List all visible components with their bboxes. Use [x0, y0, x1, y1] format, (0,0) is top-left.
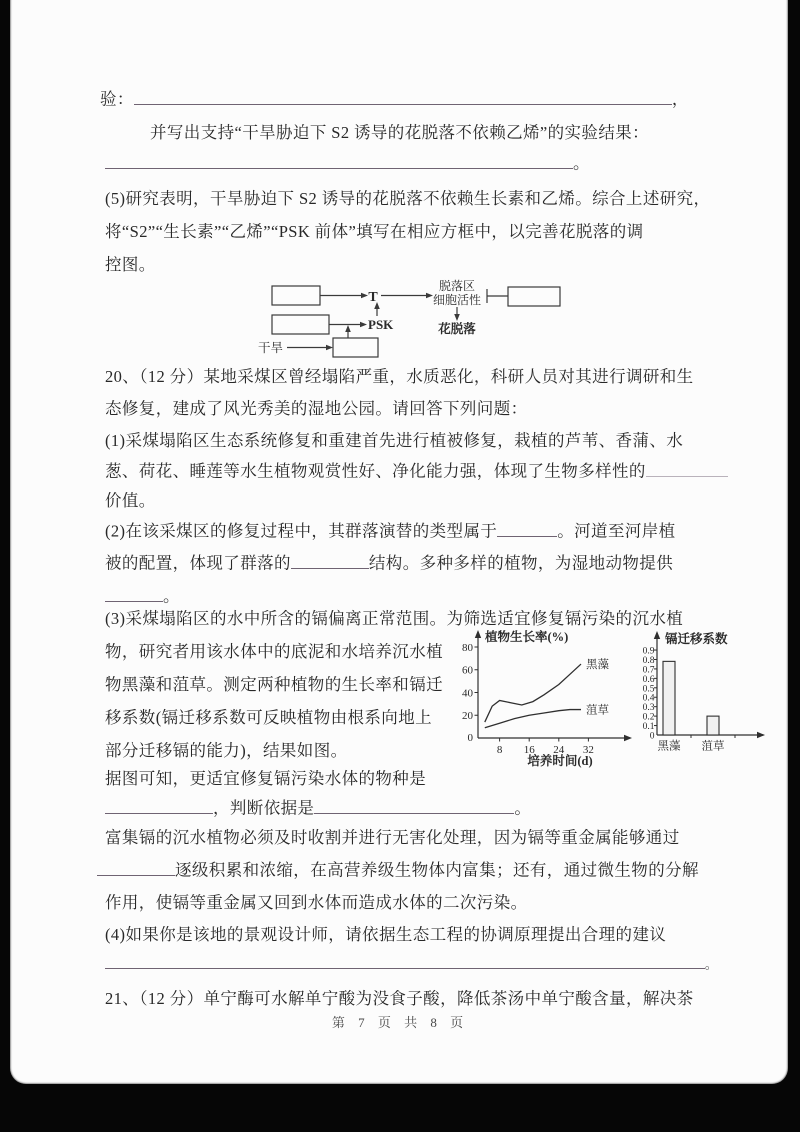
answer-blank	[105, 585, 163, 602]
line-text: (4)如果你是该地的景观设计师，请依据生态工程的协调原理提出合理的建议	[105, 925, 667, 944]
text-line	[105, 892, 528, 914]
bar-chart-title: 镉迁移系数	[665, 632, 728, 646]
line-text: (2)在该采煤区的修复过程中，其群落演替的类型属于	[105, 521, 498, 541]
cadmium-transfer-chart	[630, 622, 770, 770]
line-text: 价值。	[105, 491, 156, 510]
line-text: (1)采煤塌陷区生态系统修复和重建首先进行植被修复，栽植的芦苇、香蒲、水	[105, 431, 684, 450]
text-line	[105, 952, 717, 976]
text-line	[105, 797, 531, 820]
text-line	[105, 585, 180, 608]
svg-text:0.9: 0.9	[642, 646, 655, 657]
text-line	[105, 674, 443, 696]
empty-box-4	[508, 287, 560, 306]
text-line	[105, 398, 528, 420]
svg-text:0.8: 0.8	[642, 655, 655, 666]
flower-drop-label: 花脱落	[438, 322, 476, 336]
line-text: 20、（12 分）某地采煤区曾经塌陷严重，水质恶化，科研人员对其进行调研和生	[105, 367, 694, 386]
answer-blank	[97, 859, 175, 876]
text-line	[105, 430, 683, 452]
line-text: ，判断依据是	[213, 798, 315, 818]
line-text: 据图可知，更适宜修复镉污染水体的物种是	[105, 769, 427, 788]
svg-text:0.5: 0.5	[642, 684, 655, 695]
text-line	[105, 827, 680, 849]
text-line	[105, 460, 728, 483]
text-line	[105, 520, 676, 543]
line-chart-xlabel: 培养时间(d)	[527, 754, 593, 768]
svg-text:20: 20	[462, 710, 473, 723]
psk-label: PSK	[368, 317, 394, 332]
text-line	[105, 988, 694, 1010]
text-line	[97, 859, 699, 882]
line-text: ，	[671, 89, 689, 109]
abscission-zone-label-1: 脱落区	[438, 279, 476, 293]
svg-text:32: 32	[582, 744, 594, 756]
line-chart-title: 植物生长率(%)	[485, 630, 569, 644]
text-line	[100, 88, 689, 111]
text-line	[105, 641, 443, 663]
text-line	[105, 768, 426, 790]
svg-text:40: 40	[462, 687, 473, 700]
line-text: 。	[705, 957, 718, 972]
empty-box-2	[272, 315, 329, 334]
line-text: 。河道至河岸植	[557, 521, 676, 541]
answer-blank	[291, 552, 369, 569]
answer-blank	[105, 152, 573, 169]
growth-rate-chart	[452, 622, 642, 770]
answer-blank	[646, 460, 728, 477]
svg-text:0.2: 0.2	[642, 712, 655, 723]
abscission-zone-label-2: 细胞活性	[432, 293, 482, 307]
series-label: 黑藻	[586, 659, 609, 672]
line-text: 21、（12 分）单宁酶可水解单宁酸为没食子酸，降低茶汤中单宁酸含量，解决茶	[105, 989, 694, 1008]
text-line	[105, 188, 710, 210]
line-text: (5)研究表明，干旱胁迫下 S2 诱导的花脱落不依赖生长素和乙烯。综合上述研究，	[105, 189, 711, 208]
svg-text:8: 8	[496, 744, 503, 756]
line-text: 被的配置，体现了群落的	[105, 553, 291, 573]
regulation-diagram	[245, 272, 575, 369]
line-text: 。	[163, 586, 180, 606]
bar-菹草	[707, 716, 719, 735]
svg-text:0: 0	[467, 732, 473, 744]
answer-blank	[134, 88, 672, 105]
bar-category-label: 黑藻	[657, 740, 681, 753]
text-line	[105, 707, 432, 729]
text-line	[105, 924, 666, 946]
svg-text:16: 16	[523, 744, 535, 756]
answer-blank	[105, 952, 705, 969]
text-line	[105, 490, 156, 512]
svg-text:0.4: 0.4	[642, 693, 655, 704]
svg-text:24: 24	[553, 744, 565, 756]
line-text: 富集镉的沉水植物必须及时收割并进行无害化处理，因为镉等重金属能够通过	[105, 828, 680, 847]
svg-text:80: 80	[462, 641, 473, 654]
text-line	[150, 122, 649, 144]
answer-blank	[497, 520, 557, 537]
line-text: 物黑藻和菹草。测定两种植物的生长率和镉迁	[105, 675, 443, 694]
line-text: (3)采煤塌陷区的水中所含的镉偏离正常范围。为筛选适宜修复镉污染的沉水植	[105, 609, 684, 628]
line-text: 控图。	[105, 255, 156, 274]
line-text: 逐级积累和浓缩，在高营养级生物体内富集；还有，通过微生物的分解	[175, 860, 699, 880]
line-text: 结构。多种多样的植物，为湿地动物提供	[368, 553, 674, 573]
line-text: 葱、荷花、睡莲等水生植物观赏性好、净化能力强，体现了生物多样性的	[105, 461, 646, 481]
svg-text:60: 60	[462, 664, 473, 677]
line-text: 。	[573, 153, 590, 173]
answer-blank	[105, 797, 213, 814]
text-line	[105, 366, 694, 388]
text-line	[105, 552, 673, 575]
text-line	[105, 254, 156, 276]
line-text: 并写出支持“干旱胁迫下 S2 诱导的花脱落不依赖乙烯”的实验结果：	[150, 123, 650, 142]
svg-text:0.1: 0.1	[642, 722, 655, 733]
line-text: 将“S2”“生长素”“乙烯”“PSK 前体”填写在相应方框中，以完善花脱落的调	[105, 222, 644, 241]
bar-category-label: 菹草	[701, 740, 725, 753]
line-text: 移系数(镉迁移系数可反映植物由根系向地上	[105, 708, 432, 727]
t-node-label: T	[368, 290, 378, 305]
line-text: 物，研究者用该水体中的底泥和水培养沉水植	[105, 642, 443, 661]
svg-text:0.3: 0.3	[642, 703, 655, 714]
line-text: 作用，使镉等重金属又回到水体而造成水体的二次污染。	[105, 893, 528, 912]
line-text: 验：	[100, 89, 134, 109]
drought-label: 干旱	[258, 341, 284, 355]
page-number: 第 7 页 共 8 页	[331, 1015, 469, 1030]
empty-box-3	[333, 338, 378, 357]
svg-text:0: 0	[649, 731, 655, 742]
series-label: 菹草	[586, 704, 609, 717]
line-text: 部分迁移镉的能力)，结果如图。	[105, 741, 348, 760]
bar-黑藻	[663, 661, 675, 735]
text-line	[105, 152, 590, 175]
text-line	[105, 221, 644, 243]
line-text: 态修复，建成了风光秀美的湿地公园。请回答下列问题：	[105, 399, 528, 418]
svg-text:0.7: 0.7	[642, 665, 655, 676]
empty-box-1	[272, 286, 320, 305]
text-line	[105, 740, 348, 762]
svg-text:0.6: 0.6	[642, 674, 655, 685]
line-text: 。	[514, 798, 532, 818]
answer-blank	[314, 797, 514, 814]
